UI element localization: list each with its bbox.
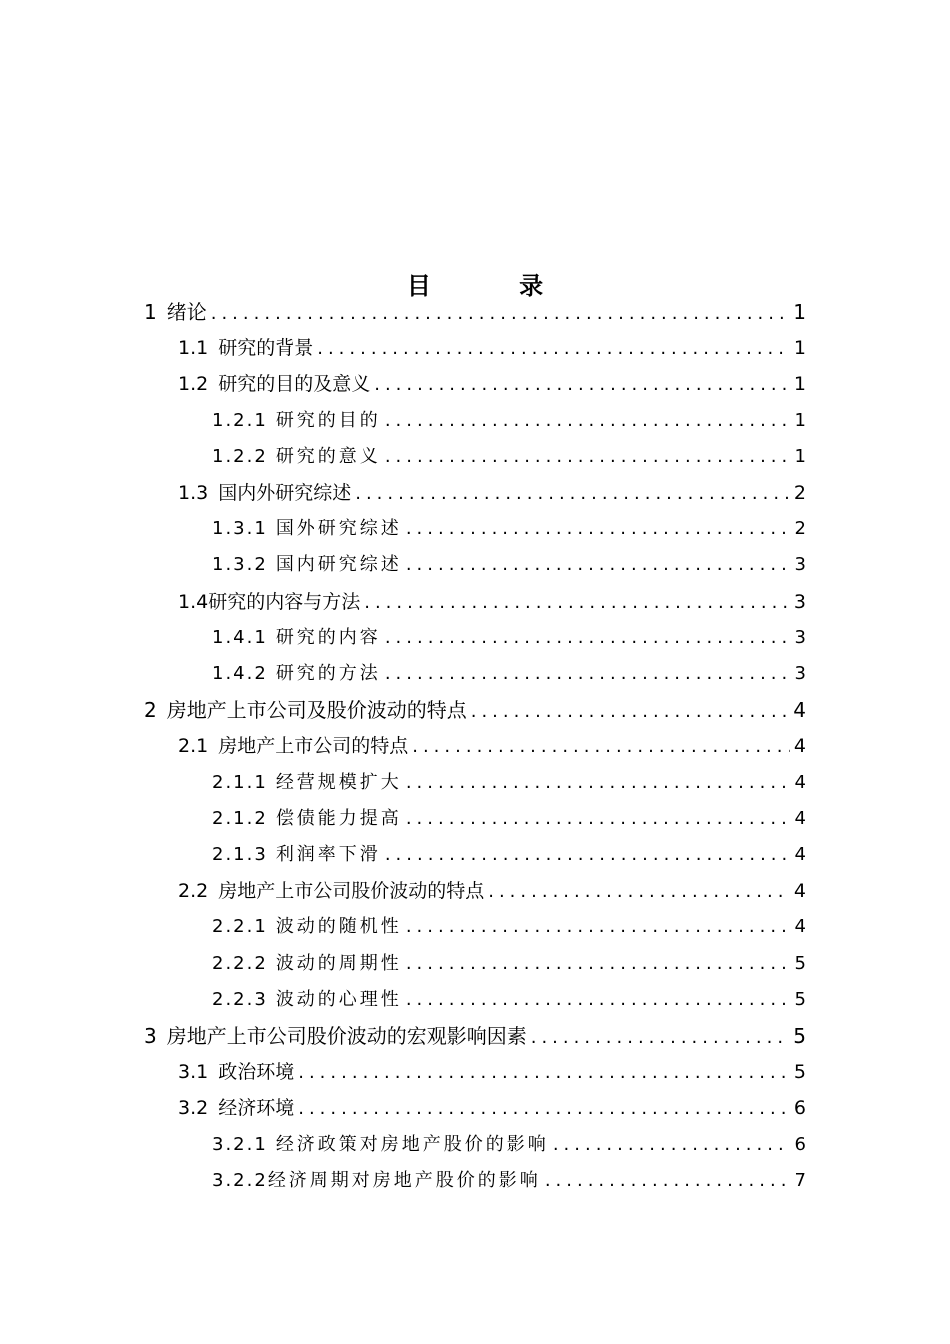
toc-entry-title: 研究的方法 xyxy=(275,663,381,684)
toc-entry-page: 6 xyxy=(793,1097,806,1120)
toc-entry-number: 3.2.2 xyxy=(212,1169,268,1191)
toc-entry-number: 1.4 xyxy=(178,590,209,613)
toc-entry-title: 研究的内容 xyxy=(275,626,381,648)
toc-entry-page: 5 xyxy=(794,988,806,1010)
toc-entry[interactable] xyxy=(212,439,806,475)
toc-entry-number: 1.3.2 xyxy=(212,554,268,576)
toc-entry[interactable] xyxy=(212,837,806,873)
toc-dot-leader xyxy=(471,694,790,730)
toc-entry-number: 1.2.2 xyxy=(212,445,268,467)
toc-entry-page: 3 xyxy=(794,554,806,576)
toc-entry-page: 4 xyxy=(794,807,806,829)
toc-entry-page: 4 xyxy=(794,916,806,938)
toc-entry-title: 经济环境 xyxy=(218,1097,295,1120)
toc-dot-leader xyxy=(406,909,790,945)
toc-entry-number: 3.2 xyxy=(178,1097,209,1120)
toc-entry-number: 1 xyxy=(144,300,157,324)
toc-entry-title: 研究的内容与方法 xyxy=(208,590,361,613)
toc-dot-leader xyxy=(364,585,790,621)
toc-dot-leader xyxy=(211,296,790,332)
toc-entry[interactable] xyxy=(212,909,806,945)
toc-dot-leader xyxy=(385,837,790,873)
toc-entry-number: 2.2.2 xyxy=(212,952,268,974)
toc-entry-page: 1 xyxy=(794,445,806,467)
toc-entry-number: 2.1.1 xyxy=(212,771,268,793)
toc-entry-title: 国内外研究综述 xyxy=(218,482,352,504)
toc-entry[interactable] xyxy=(178,366,806,402)
toc-entry[interactable] xyxy=(212,982,806,1018)
toc-entry-page: 1 xyxy=(794,409,806,431)
toc-entry-number: 2.2 xyxy=(178,880,209,903)
toc-dot-leader xyxy=(545,1163,790,1199)
toc-entry-page: 6 xyxy=(794,1133,806,1155)
toc-entry[interactable] xyxy=(178,330,806,366)
toc-entry[interactable] xyxy=(212,1163,806,1199)
toc-entry-page: 3 xyxy=(794,626,806,648)
toc-dot-leader xyxy=(406,765,790,801)
toc-entry[interactable] xyxy=(144,1018,806,1054)
toc-entry[interactable] xyxy=(178,873,806,909)
toc-entry-number: 3 xyxy=(144,1024,157,1048)
toc-entry-page: 4 xyxy=(794,844,806,865)
toc-entry-title: 利润率下滑 xyxy=(275,844,381,865)
toc-entry-page: 4 xyxy=(793,698,806,723)
toc-entry-title: 房地产上市公司股价波动的宏观影响因素 xyxy=(166,1024,527,1048)
toc-entry-number: 1.2 xyxy=(178,373,209,396)
toc-entry-page: 4 xyxy=(793,735,806,758)
toc-entry-page: 1 xyxy=(793,373,806,396)
toc-entry-page: 3 xyxy=(794,663,806,684)
toc-entry-page: 3 xyxy=(793,590,806,613)
toc-entry[interactable] xyxy=(178,1054,806,1090)
toc-entry-number: 1.3.1 xyxy=(212,518,268,540)
toc-entry[interactable] xyxy=(178,584,806,620)
toc-entry-page: 1 xyxy=(793,300,806,324)
toc-entry[interactable] xyxy=(178,1090,806,1126)
toc-entry[interactable] xyxy=(212,511,806,547)
toc-entry-title: 研究的意义 xyxy=(275,445,381,467)
toc-entry-page: 5 xyxy=(793,1061,806,1084)
toc-entry[interactable] xyxy=(212,656,806,692)
toc-entry[interactable] xyxy=(178,475,806,511)
toc-dot-leader xyxy=(406,982,790,1018)
toc-entry-title: 研究的背景 xyxy=(218,337,314,360)
toc-entry-number: 3.1 xyxy=(178,1061,209,1084)
toc-entry-title: 波动的周期性 xyxy=(275,952,402,974)
toc-entry[interactable] xyxy=(212,403,806,439)
toc-entry[interactable] xyxy=(144,294,806,330)
toc-dot-leader xyxy=(355,476,790,512)
toc-entry-page: 5 xyxy=(794,952,806,974)
toc-entry[interactable] xyxy=(212,946,806,982)
toc-entry[interactable] xyxy=(212,765,806,801)
toc-entry-number: 2.2.1 xyxy=(212,916,268,938)
toc-dot-leader xyxy=(406,547,790,583)
toc-dot-leader xyxy=(406,511,790,547)
toc-dot-leader xyxy=(406,801,790,837)
toc-entry[interactable] xyxy=(212,620,806,656)
toc-entry-number: 1.4.1 xyxy=(212,626,268,648)
toc-entry[interactable] xyxy=(212,801,806,837)
toc-entry-page: 4 xyxy=(793,880,806,903)
toc-entry-number: 3.2.1 xyxy=(212,1133,268,1155)
toc-dot-leader xyxy=(385,403,790,439)
toc-entry-page: 7 xyxy=(794,1169,806,1191)
toc-dot-leader xyxy=(385,620,790,656)
toc-dot-leader xyxy=(553,1127,790,1163)
toc-entry-title: 偿债能力提高 xyxy=(275,807,402,829)
toc-entry-title: 国内研究综述 xyxy=(275,554,402,576)
toc-entry[interactable] xyxy=(212,547,806,583)
toc-entry-title: 房地产上市公司的特点 xyxy=(218,735,409,758)
toc-entry[interactable] xyxy=(144,692,806,728)
toc-dot-leader xyxy=(412,729,790,765)
toc-entry-title: 经济政策对房地产股价的影响 xyxy=(275,1133,549,1155)
toc-entry-page: 2 xyxy=(794,518,806,540)
toc-dot-leader xyxy=(385,656,790,692)
toc-dot-leader xyxy=(317,331,790,367)
toc-dot-leader xyxy=(374,367,790,403)
toc-entry-number: 2.1.2 xyxy=(212,807,268,829)
toc-entry-page: 2 xyxy=(793,482,806,504)
toc-dot-leader xyxy=(298,1055,790,1091)
toc-entry-number: 2.1.3 xyxy=(212,844,268,865)
toc-entry-title: 绪论 xyxy=(166,300,207,324)
toc-entry-title: 研究的目的及意义 xyxy=(218,373,371,396)
toc-entry-title: 经营规模扩大 xyxy=(275,771,402,793)
toc-entry-number: 2.1 xyxy=(178,735,209,758)
toc-entry-title: 研究的目的 xyxy=(275,409,381,431)
toc-entry-page: 1 xyxy=(793,337,806,360)
toc-entry-title: 波动的随机性 xyxy=(275,916,402,938)
toc-entry[interactable] xyxy=(212,1127,806,1163)
toc-entry-number: 1.4.2 xyxy=(212,663,268,684)
toc-entry-number: 1.3 xyxy=(178,482,209,504)
toc-entry-page: 5 xyxy=(793,1024,806,1048)
toc-entry-number: 1.1 xyxy=(178,337,209,360)
toc-entry-title: 波动的心理性 xyxy=(275,988,402,1010)
toc-entry[interactable] xyxy=(178,728,806,764)
toc-dot-leader xyxy=(531,1020,790,1056)
toc-entry-number: 1.2.1 xyxy=(212,409,268,431)
toc-entry-number: 2 xyxy=(144,698,157,723)
toc-dot-leader xyxy=(298,1091,790,1127)
toc-entry-title: 房地产上市公司及股价波动的特点 xyxy=(166,698,467,723)
toc-entry-title: 房地产上市公司股价波动的特点 xyxy=(218,880,485,903)
toc-entry-title: 政治环境 xyxy=(218,1061,295,1084)
toc-entry-title: 国外研究综述 xyxy=(275,518,402,540)
toc-entry-title: 经济周期对房地产股价的影响 xyxy=(267,1169,541,1191)
toc-dot-leader xyxy=(406,946,790,982)
toc-entry-page: 4 xyxy=(794,771,806,793)
toc-dot-leader xyxy=(385,439,790,475)
toc-dot-leader xyxy=(488,874,790,910)
page-title: 目 录 xyxy=(406,272,584,300)
toc-entry-number: 2.2.3 xyxy=(212,988,268,1010)
